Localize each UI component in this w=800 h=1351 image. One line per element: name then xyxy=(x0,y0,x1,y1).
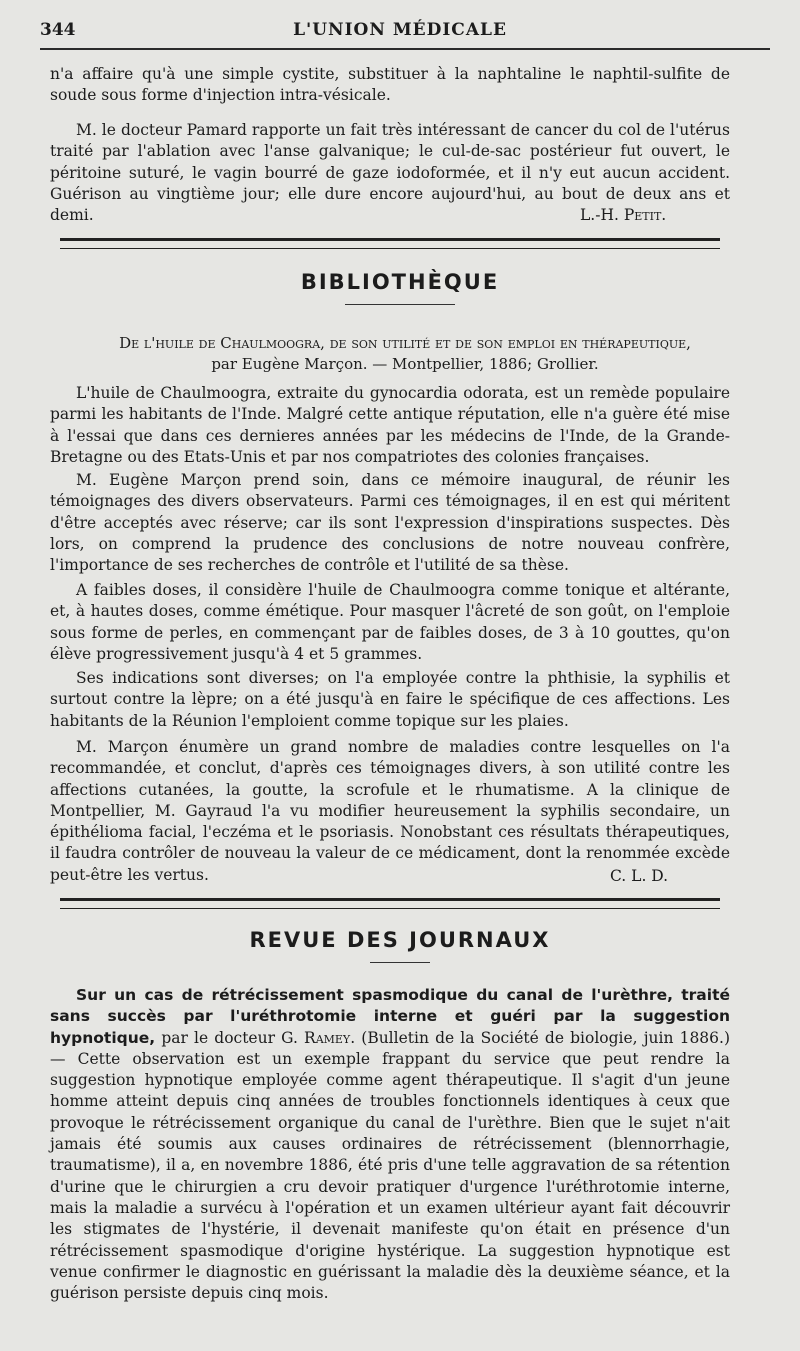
journal-title: L'UNION MÉDICALE xyxy=(293,20,507,40)
header-rule xyxy=(40,48,770,50)
author-prefix: par le docteur xyxy=(161,1028,275,1047)
heading-underline-1 xyxy=(345,304,455,305)
book-title-line-2: par Eugène Marçon. — Montpellier, 1886; Grollier. xyxy=(211,355,599,373)
book-title-line-1: De l'huile de Chaulmoogra, de son utilité et de son emploi en thérapeutique, xyxy=(119,334,691,352)
biblio-text-2: M. Eugène Marçon prend soin, dans ce mémoire inaugural, de réunir les témoignages des divers observateurs. Parmi ces témoignages, il en est qui méritent d'être acceptés avec réserve; car ils sont l'expression d'inspirations suspectes. Dès lors, on comprend la prudence des conclusions de notre nouveau confrère, l'importance de ses recherches de contrôle et l'utilité de sa thèse. xyxy=(50,471,730,575)
biblio-text-3: A faibles doses, il considère l'huile de Chaulmoogra comme tonique et altérante, et, à hautes doses, comme émétique. Pour masquer l'âcreté de son goût, on l'emploie sous forme de perles, en commençant par de faibles doses, de 3 à 10 gouttes, qu'on élève progressivement jusqu'à 4 et 5 grammes. xyxy=(50,581,730,663)
article-citation: (Bulletin de la Société de biologie, juin 1886.) xyxy=(361,1028,730,1047)
biblio-paragraph-1 xyxy=(50,383,730,468)
section-divider-2 xyxy=(60,898,720,909)
biblio-paragraph-4 xyxy=(50,668,730,732)
intro-paragraph-1 xyxy=(50,64,730,107)
article-title: Sur un cas de rétrécissement spasmodique du canal de l'urèthre, traité sans succès par l'uréthrotomie interne et guéri par la suggestion hypnotique, xyxy=(50,986,730,1047)
biblio-paragraph-3 xyxy=(50,580,730,665)
heading-underline-2 xyxy=(370,962,430,963)
article-body: — Cette observation est un exemple frappant du service que peut rendre la suggestion hypnotique employée comme agent thérapeutique. Il s'agit d'un jeune homme atteint depuis cinq années de troubles fonctionnels identiques à ceux que provoque le rétrécissement organique du canal de l'urèthre. Bien que le sujet n'ait jamais été soumis aux causes ordinaires de rétrécissement (blennorrhagie, traumatisme), il a, en novembre 1886, été pris d'une telle aggravation de sa rétention d'urine que le chirurgien a cru devoir pratiquer d'urgence l'uréthrotomie interne, mais la maladie a survécu à l'opération et un examen ultérieur ayant fait découvrir les stigmates de l'hystérie, il devenait manifeste qu'on était en présence d'un rétrécissement spasmodique d'origine hystérique. La suggestion hypnotique est venue confirmer le diagnostic en guérissant la maladie dès la deuxième séance, et la guérison persiste depuis cinq mois. xyxy=(50,1049,730,1303)
biblio-paragraph-5 xyxy=(50,737,730,886)
revue-heading: REVUE DES JOURNAUX xyxy=(249,928,551,952)
intro-text-1: n'a affaire qu'à une simple cystite, substituer à la naphtaline le naphtil-sulfite de soude sous forme d'injection intra-vésicale. xyxy=(50,65,730,105)
intro-signature: L.-H. Petit. xyxy=(580,206,667,224)
biblio-text-5: M. Marçon énumère un grand nombre de maladies contre lesquelles on l'a recommandée, et conclut, d'après ces témoignages divers, à son utilité contre les affections cutanées, la goutte, la scrofule et le rhumatisme. A la clinique de Montpellier, M. Gayraud l'a vu modifier heureusement la syphilis secondaire, un épithélioma facial, l'eczéma et le psoriasis. Nonobstant ces résultats thérapeutiques, il faudra contrôler de nouveau la valeur de ce médicament, dont la renommée excède peut-être les vertus. xyxy=(50,738,730,884)
biblio-text-4: Ses indications sont diverses; on l'a employée contre la phthisie, la syphilis et surtout contre la lèpre; on a été jusqu'à en faire le spécifique de ces affections. Les habitants de la Réunion l'emploient comme topique sur les plaies. xyxy=(50,669,730,730)
section-divider-1 xyxy=(60,238,720,249)
running-head xyxy=(30,20,770,46)
article-author: G. Ramey. xyxy=(281,1028,356,1047)
biblio-signature: C. L. D. xyxy=(610,867,669,885)
bibliotheque-heading: BIBLIOTHÈQUE xyxy=(300,270,500,294)
revue-article-paragraph xyxy=(50,985,730,1304)
revue-article xyxy=(50,985,730,1304)
biblio-paragraph-2 xyxy=(50,470,730,576)
page-number: 344 xyxy=(40,20,76,40)
intro-text-2: M. le docteur Pamard rapporte un fait très intéressant de cancer du col de l'utérus traité par l'ablation avec l'anse galvanique; le cul-de-sac postérieur fut ouvert, le péritoine suturé, le vagin bourré de gaze iodoformée, et il n'y eut aucun accident. Guérison au vingtième jour; elle dure encore aujourd'hui, au bout de deux ans et demi. xyxy=(50,121,730,225)
biblio-text-1: L'huile de Chaulmoogra, extraite du gynocardia odorata, est un remède populaire parmi les habitants de l'Inde. Malgré cette antique réputation, elle n'a guère été mise à l'essai que dans ces dernieres années par les médecins de l'Inde, de la Grande-Bretagne ou des Etats-Unis et par nos compatriotes des colonies françaises. xyxy=(50,384,730,466)
